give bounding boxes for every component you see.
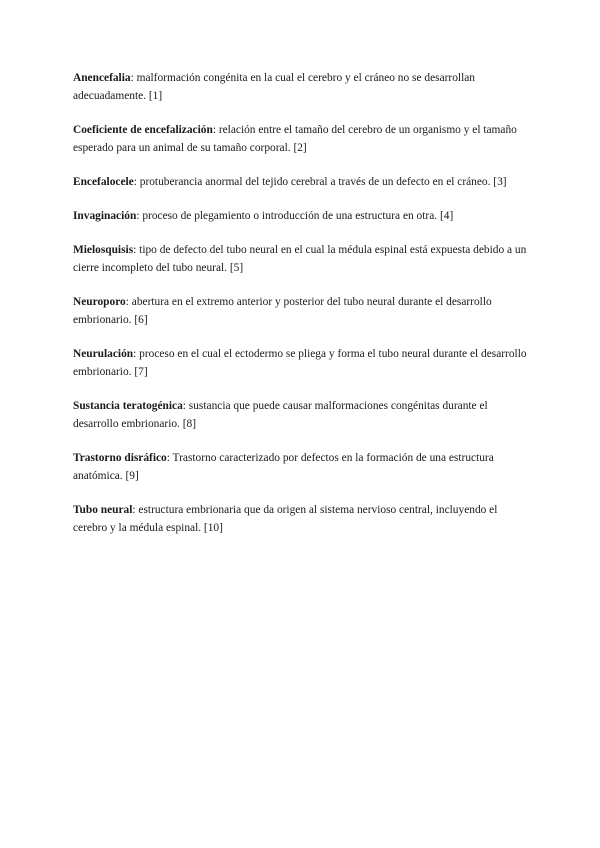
glossary-term: Tubo neural	[73, 504, 133, 516]
glossary-definition: : proceso de plegamiento o introducción de una estructura en otra. [4]	[136, 210, 454, 222]
glossary-entry-coeficiente-de-encefalizacion	[73, 121, 533, 157]
glossary-definition: : malformación congénita en la cual el cerebro y el cráneo no se desarrollan adecuadamente. [1]	[73, 72, 475, 102]
glossary-entry-neurulacion	[73, 345, 533, 381]
glossary-definition: : Trastorno caracterizado por defectos en la formación de una estructura anatómica. [9]	[73, 452, 494, 482]
glossary-entry-anencefalia	[73, 69, 533, 105]
glossary-entry-neuroporo	[73, 293, 533, 329]
glossary-entry-encefalocele	[73, 173, 533, 191]
glossary-definition: : abertura en el extremo anterior y posterior del tubo neural durante el desarrollo embrionario. [6]	[73, 296, 492, 326]
glossary-entry-mielosquisis	[73, 241, 533, 277]
glossary-term: Coeficiente de encefalización	[73, 124, 213, 136]
glossary-definition: : relación entre el tamaño del cerebro de un organismo y el tamaño esperado para un animal de su tamaño corporal. [2]	[73, 124, 517, 154]
glossary-term: Neurulación	[73, 348, 134, 360]
glossary-term: Trastorno disráfico	[73, 452, 167, 464]
glossary-entry-sustancia-teratogenica	[73, 397, 533, 433]
glossary-definition: : proceso en el cual el ectodermo se pliega y forma el tubo neural durante el desarrollo embrionario. [7]	[73, 348, 527, 378]
glossary-definition: : sustancia que puede causar malformaciones congénitas durante el desarrollo embrionario. [8]	[73, 400, 488, 430]
glossary-entry-trastorno-disrafico	[73, 449, 533, 485]
glossary-definition: : estructura embrionaria que da origen al sistema nervioso central, incluyendo el cerebro y la médula espinal. [10]	[73, 504, 498, 534]
glossary-page	[73, 69, 533, 553]
glossary-term: Sustancia teratogénica	[73, 400, 183, 412]
glossary-term: Invaginación	[73, 210, 137, 222]
glossary-term: Mielosquisis	[73, 244, 134, 256]
glossary-definition: : protuberancia anormal del tejido cerebral a través de un defecto en el cráneo. [3]	[133, 176, 507, 188]
glossary-term: Encefalocele	[73, 176, 134, 188]
glossary-term: Anencefalia	[73, 72, 131, 84]
glossary-entry-tubo-neural	[73, 501, 533, 537]
glossary-definition: : tipo de defecto del tubo neural en el cual la médula espinal está expuesta debido a un cierre incompleto del tubo neural. [5]	[73, 244, 527, 274]
glossary-term: Neuroporo	[73, 296, 126, 308]
glossary-entry-invaginacion	[73, 207, 533, 225]
